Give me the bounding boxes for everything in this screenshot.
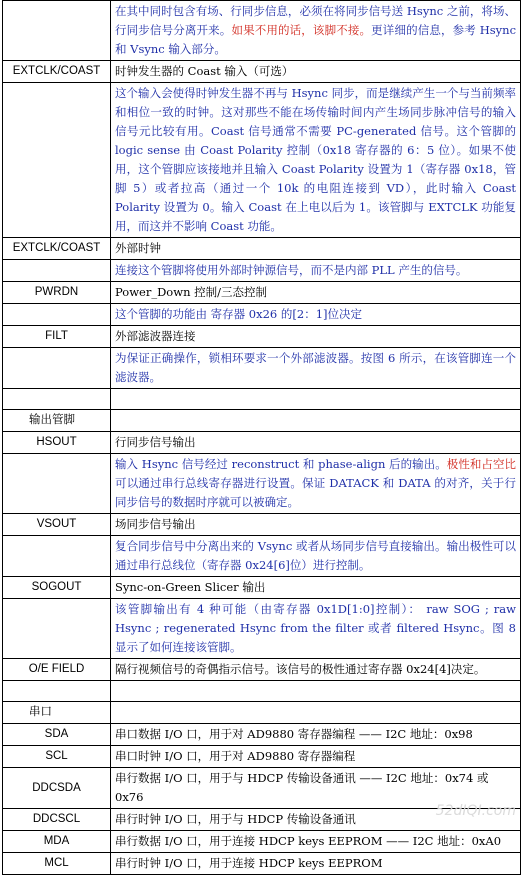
table-row [3,83,521,238]
section-header-row [3,702,521,724]
empty-cell [111,389,521,410]
table-row [3,599,521,659]
table-row [3,681,521,702]
table-row [3,432,521,454]
description-text: 在其中同时包含有场、行同步信息，必须在将同步信号送 Hsync 之前，将场、行同步信号分离开来。 [115,4,516,37]
pin-name: PWRDN [3,282,111,304]
description-text: 可以通过串行总线寄存器进行设置。保证 DATACK 和 DATA 的对齐，关于行同步信号的数据时序就可以被确定。 [115,476,516,509]
table-row [3,238,521,260]
pin-function-title: Power_Down 控制/三态控制 [111,282,521,304]
pin-name: VSOUT [3,514,111,536]
table-row [3,389,521,410]
table-row [3,1,521,61]
section-title: 输出管脚 [3,410,111,432]
table-row [3,853,521,875]
table-row [3,348,521,389]
pin-description: 复合同步信号中分离出来的 Vsync 或者从场同步信号直接输出。输出极性可以通过串行总线位（寄存器 0x24[6]位）进行控制。 [111,536,521,577]
pin-function-title: 外部时钟 [111,238,521,260]
pin-function-title: 隔行视频信号的奇偶指示信号。该信号的极性通过寄存器 0x24[4]决定。 [111,659,521,681]
empty-cell [111,702,521,724]
pin-name: SOGOUT [3,577,111,599]
pin-name: MCL [3,853,111,875]
description-text: 更详细的信息，参考 Hsync 和 Vsync 输入部分。 [115,23,517,56]
table-row [3,304,521,326]
description-text: 输入 Hsync 信号经过 reconstruct 和 phase-align 后的输出。 [115,457,447,471]
pin-name-cell [3,536,111,577]
table-row [3,61,521,83]
pin-name-cell [3,83,111,238]
section-header-row [3,410,521,432]
empty-cell [3,681,111,702]
pin-name: O/E FIELD [3,659,111,681]
table-row [3,831,521,853]
pin-function-title: 时钟发生器的 Coast 输入（可选） [111,61,521,83]
pin-description: 连接这个管脚将使用外部时钟源信号，而不是内部 PLL 产生的信号。 [111,260,521,282]
table-row [3,659,521,681]
pin-function-title: 串口时钟 I/O 口，用于对 AD9880 寄存器编程 [111,746,521,768]
highlight-text: 极性和占空比 [446,457,517,471]
empty-cell [3,389,111,410]
table-row [3,746,521,768]
pin-description: 这个管脚的功能由 寄存器 0x26 的[2：1]位决定 [111,304,521,326]
pin-description-table [2,0,521,875]
table-row [3,536,521,577]
table-row [3,260,521,282]
highlight-text: 如果不用的话，该脚不接。 [231,23,372,37]
pin-name-cell [3,348,111,389]
empty-cell [111,681,521,702]
pin-description [111,1,521,61]
pin-description: 这个输入会使得时钟发生器不再与 Hsync 同步，而是继续产生一个与当前频率和相位一致的时钟。这对那些不能在场传输时间内产生场同步脉冲信号的输入信号元比较有用。Coast 信号通常不需要 PC-generated 信号。这个管脚的 logic sense 由 Coast Polarity 控制（0x18 寄存器的 6：5 位）。如果不使用，这个管脚应该接地并且输入 Coast Polarity 设置为 1（寄存器 0x18，管脚 5）或者拉高（通过一个 10k 的电阻连接到 VD），此时输入 Coast Polarity 设置为 0。输入 Coast 在上电以后为 1。该管脚与 EXTCLK 功能复用，而这并不影响 Coast 功能。 [111,83,521,238]
pin-description [111,454,521,514]
pin-function-title: 串行数据 I/O 口，用于连接 HDCP keys EEPROM —— I2C 地址：0xA0 [111,831,521,853]
pin-name: DDCSCL [3,809,111,831]
pin-name-cell [3,260,111,282]
watermark: 52dIQI.com [435,803,516,819]
table-row [3,326,521,348]
empty-cell [111,410,521,432]
pin-function-title: Sync-on-Green Slicer 输出 [111,577,521,599]
pin-name: DDCSDA [3,768,111,809]
pin-function-title: 串行数据 I/O 口，用于与 HDCP 传输设备通讯 —— I2C 地址：0x74 或 0x76 [111,768,521,809]
pin-name: EXTCLK/COAST [3,238,111,260]
pin-name-cell [3,304,111,326]
table-row [3,514,521,536]
pin-description: 该管脚输出有 4 种可能（由寄存器 0x1D[1:0]控制）： raw SOG ; raw Hsync ; regenerated Hsync from the filter 或者 filtered Hsync。图 8 显示了如何连接该管脚。 [111,599,521,659]
table-row [3,724,521,746]
pin-function-title: 串行时钟 I/O 口，用于与 HDCP 传输设备通讯 [111,809,521,831]
pin-name-cell [3,1,111,61]
pin-function-title: 串口数据 I/O 口，用于对 AD9880 寄存器编程 —— I2C 地址：0x98 [111,724,521,746]
pin-name: FILT [3,326,111,348]
pin-function-title: 串行时钟 I/O 口，用于连接 HDCP keys EEPROM [111,853,521,875]
pin-name: SDA [3,724,111,746]
pin-name: EXTCLK/COAST [3,61,111,83]
pin-function-title: 外部滤波器连接 [111,326,521,348]
pin-function-title: 场同步信号输出 [111,514,521,536]
pin-name: HSOUT [3,432,111,454]
pin-function-title: 行同步信号输出 [111,432,521,454]
pin-name-cell [3,599,111,659]
table-row [3,282,521,304]
pin-name: SCL [3,746,111,768]
table-row [3,577,521,599]
pin-name: MDA [3,831,111,853]
pin-name-cell [3,454,111,514]
section-title: 串口 [3,702,111,724]
pin-description: 为保证正确操作，锁相环要求一个外部滤波器。按图 6 所示，在该管脚连一个滤波器。 [111,348,521,389]
table-row [3,454,521,514]
